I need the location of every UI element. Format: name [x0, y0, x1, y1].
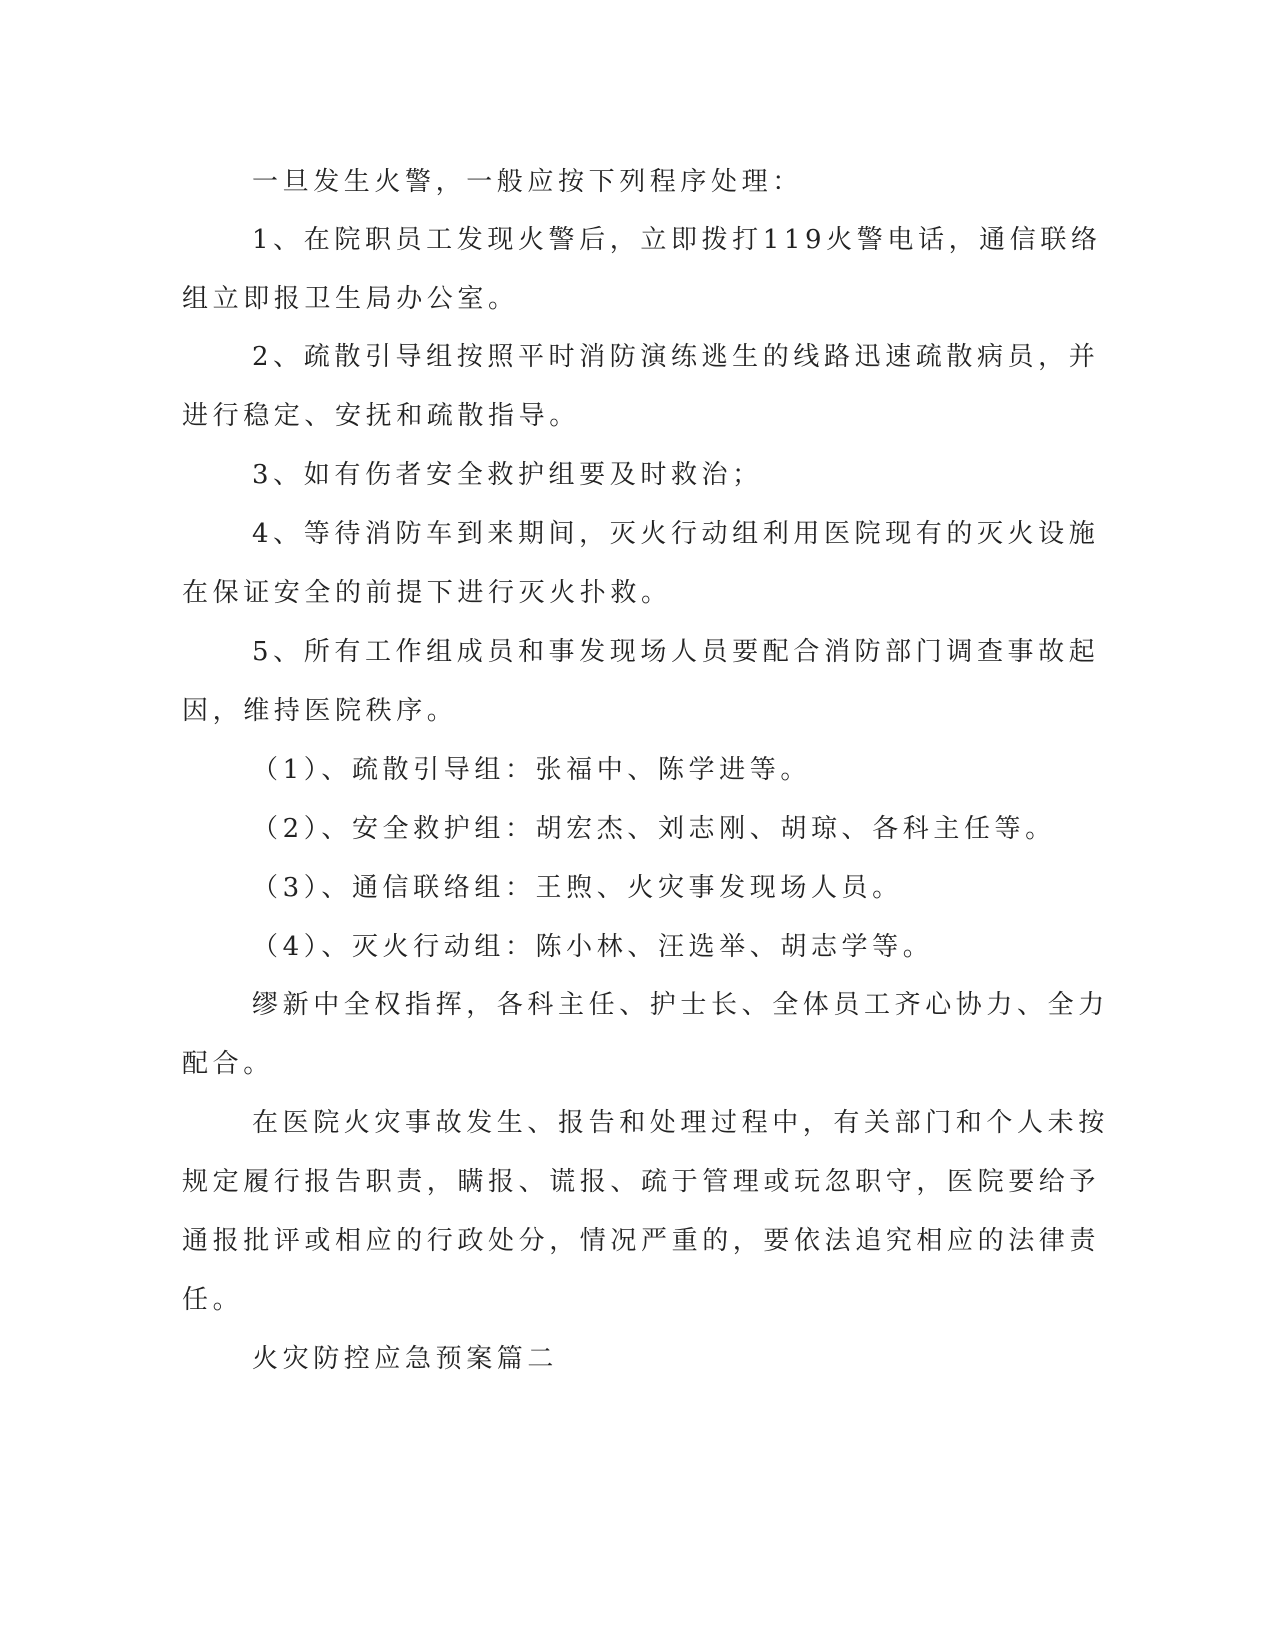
paragraph-accountability-cont-3: 任。	[182, 1285, 244, 1315]
paragraph-accountability-cont-1: 规定履行报告职责，瞒报、谎报、疏于管理或玩忽职守，医院要给予	[182, 1167, 1101, 1197]
group-communication: （3）、通信联络组：王煦、火灾事发现场人员。	[252, 873, 903, 903]
paragraph-accountability: 在医院火灾事故发生、报告和处理过程中，有关部门和个人未按	[252, 1108, 1109, 1138]
paragraph-step-4: 4、等待消防车到来期间，灭火行动组利用医院现有的灭火设施	[252, 519, 1100, 549]
paragraph-step-4-cont: 在保证安全的前提下进行灭火扑救。	[182, 578, 672, 608]
paragraph-intro: 一旦发生火警，一般应按下列程序处理：	[252, 167, 803, 197]
paragraph-command: 缪新中全权指挥，各科主任、护士长、全体员工齐心协力、全力	[252, 990, 1109, 1020]
paragraph-command-cont: 配合。	[182, 1049, 274, 1079]
paragraph-step-1: 1、在院职员工发现火警后，立即拨打119火警电话，通信联络	[252, 225, 1102, 255]
paragraph-step-2: 2、疏散引导组按照平时消防演练逃生的线路迅速疏散病员，并	[252, 342, 1100, 372]
paragraph-step-5-cont: 因，维持医院秩序。	[182, 696, 458, 726]
section-heading: 火灾防控应急预案篇二	[252, 1344, 559, 1374]
group-firefighting: （4）、灭火行动组：陈小林、汪选举、胡志学等。	[252, 932, 934, 962]
paragraph-step-3: 3、如有伤者安全救护组要及时救治；	[252, 460, 763, 490]
paragraph-accountability-cont-2: 通报批评或相应的行政处分，情况严重的，要依法追究相应的法律责	[182, 1226, 1101, 1256]
group-evacuation: （1）、疏散引导组：张福中、陈学进等。	[252, 755, 811, 785]
paragraph-step-5: 5、所有工作组成员和事发现场人员要配合消防部门调查事故起	[252, 637, 1100, 667]
paragraph-step-2-cont: 进行稳定、安抚和疏散指导。	[182, 401, 580, 431]
paragraph-step-1-cont: 组立即报卫生局办公室。	[182, 284, 519, 314]
group-rescue: （2）、安全救护组：胡宏杰、刘志刚、胡琼、各科主任等。	[252, 814, 1056, 844]
